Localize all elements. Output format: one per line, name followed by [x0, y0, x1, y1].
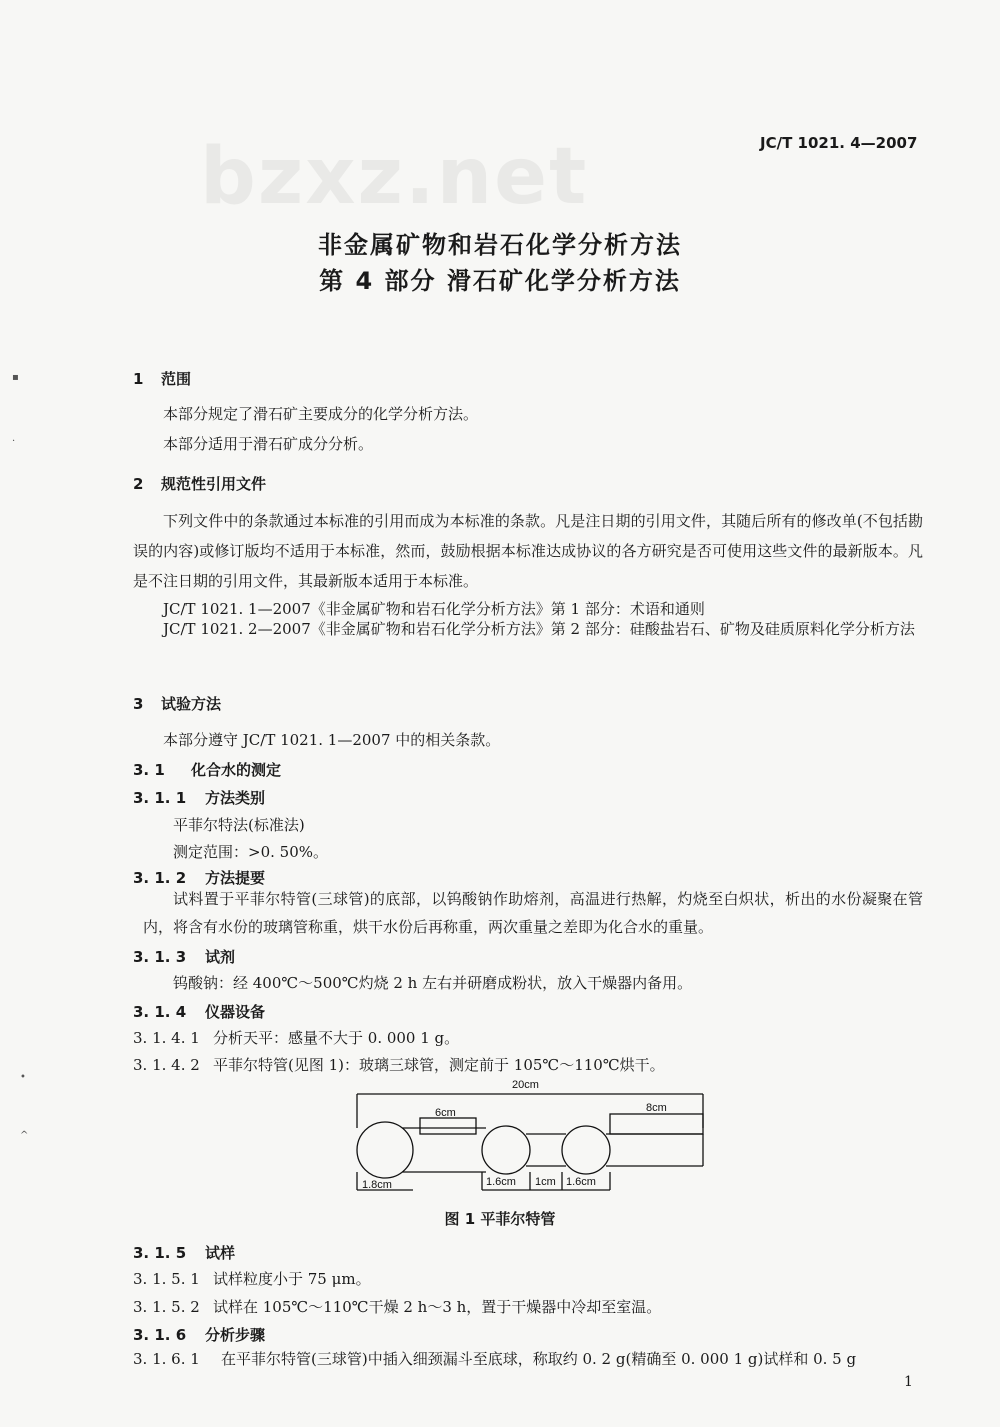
section-3-paragraph: 本部分遵守 JC/T 1021. 1—2007 中的相关条款。: [163, 731, 501, 749]
label-ball-1: 1.8cm: [362, 1179, 392, 1191]
segment-8cm: [610, 1114, 703, 1134]
figure-caption: 图 1 平菲尔特管: [444, 1210, 556, 1228]
section-1-paragraph-2: 本部分适用于滑石矿成分分析。: [163, 435, 374, 453]
label-total: 20cm: [512, 1079, 539, 1091]
reference-1: JC/T 1021. 1—2007《非金属矿物和岩石化学分析方法》第 1 部分：术语和通则: [163, 600, 705, 618]
section-3-1-3-heading: 3. 1. 3 试剂: [133, 948, 236, 966]
reference-2: JC/T 1021. 2—2007《非金属矿物和岩石化学分析方法》第 2 部分：硅酸盐岩石、矿物及硅质原料化学分析方法: [163, 620, 915, 638]
section-2-paragraph: 下列文件中的条款通过本标准的引用而成为本标准的条款。凡是注日期的引用文件，其随后所有的修改单(不包括勘误的内容)或修订版均不适用于本标准，然而，鼓励根据本标准达成协议的各方研究是否可使用这些文件的最新版本。凡是不注日期的引用文件，其最新版本适用于本标准。: [133, 512, 923, 590]
measuring-range: 测定范围：>0. 50%。: [173, 843, 328, 861]
page-number: 1: [904, 1374, 913, 1390]
item-3-1-4-2: 3. 1. 4. 2 平菲尔特管(见图 1)：玻璃三球管，测定前于 105℃～110℃烘干。: [133, 1056, 665, 1074]
item-3-1-4-1: 3. 1. 4. 1 分析天平：感量不大于 0. 000 1 g。: [133, 1029, 460, 1047]
label-6cm: 6cm: [435, 1107, 456, 1119]
watermark: bzxz.net: [200, 132, 589, 222]
tube-bulb-2: [482, 1126, 530, 1174]
section-3-1-1-heading: 3. 1. 1 方法类别: [133, 789, 266, 807]
label-ball-2: 1.6cm: [486, 1176, 516, 1188]
section-3-1-5-heading: 3. 1. 5 试样: [133, 1244, 236, 1262]
method-category: 平菲尔特法(标准法): [173, 816, 305, 834]
margin-mark: ▪: [12, 372, 19, 383]
item-3-1-5-2: 3. 1. 5. 2 试样在 105℃～110℃干燥 2 h～3 h，置于干燥器中冷却至室温。: [133, 1298, 662, 1316]
item-3-1-6-1: 3. 1. 6. 1 在平菲尔特管(三球管)中插入细颈漏斗至底球，称取约 0. 2 g(精确至 0. 000 1 g)试样和 0. 5 g: [133, 1350, 857, 1368]
section-1-paragraph-1: 本部分规定了滑石矿主要成分的化学分析方法。: [163, 405, 479, 423]
label-ball-3: 1.6cm: [566, 1176, 596, 1188]
section-3-1-6-heading: 3. 1. 6 分析步骤: [133, 1326, 266, 1344]
reagent-text: 钨酸钠：经 400℃～500℃灼烧 2 h 左右并研磨成粉状，放入干燥器内备用。: [173, 974, 693, 992]
section-3-1-heading: 3. 1 化合水的测定: [133, 761, 282, 779]
tube-bulb-1: [357, 1122, 413, 1178]
penfield-tube-figure: [340, 1076, 720, 1196]
section-2-heading: 2 规范性引用文件: [133, 475, 267, 493]
segment-6cm: [420, 1118, 476, 1134]
margin-mark: •: [20, 1072, 26, 1083]
standard-code: JC/T 1021. 4—2007: [760, 134, 918, 152]
section-3-heading: 3 试验方法: [133, 695, 222, 713]
title-line-1: 非金属矿物和岩石化学分析方法: [318, 231, 682, 259]
label-neck: 1cm: [535, 1176, 556, 1188]
label-8cm: 8cm: [646, 1102, 667, 1114]
title-line-2: 第 4 部分 滑石矿化学分析方法: [319, 267, 681, 295]
margin-mark: ·: [12, 436, 16, 447]
tube-bulb-3: [562, 1126, 610, 1174]
item-3-1-5-1: 3. 1. 5. 1 试样粒度小于 75 μm。: [133, 1270, 371, 1288]
section-3-1-2-paragraph: 试料置于平菲尔特管(三球管)的底部，以钨酸钠作助熔剂，高温进行热解，灼烧至白炽状，析出的水份凝聚在管内，将含有水份的玻璃管称重，烘干水份后再称重，两次重量之差即为化合水的重量。: [143, 890, 923, 936]
section-3-1-2-heading: 3. 1. 2 方法提要: [133, 869, 266, 887]
section-1-heading: 1 范围: [133, 370, 192, 388]
section-3-1-4-heading: 3. 1. 4 仪器设备: [133, 1003, 266, 1021]
margin-mark: ^: [20, 1130, 29, 1141]
